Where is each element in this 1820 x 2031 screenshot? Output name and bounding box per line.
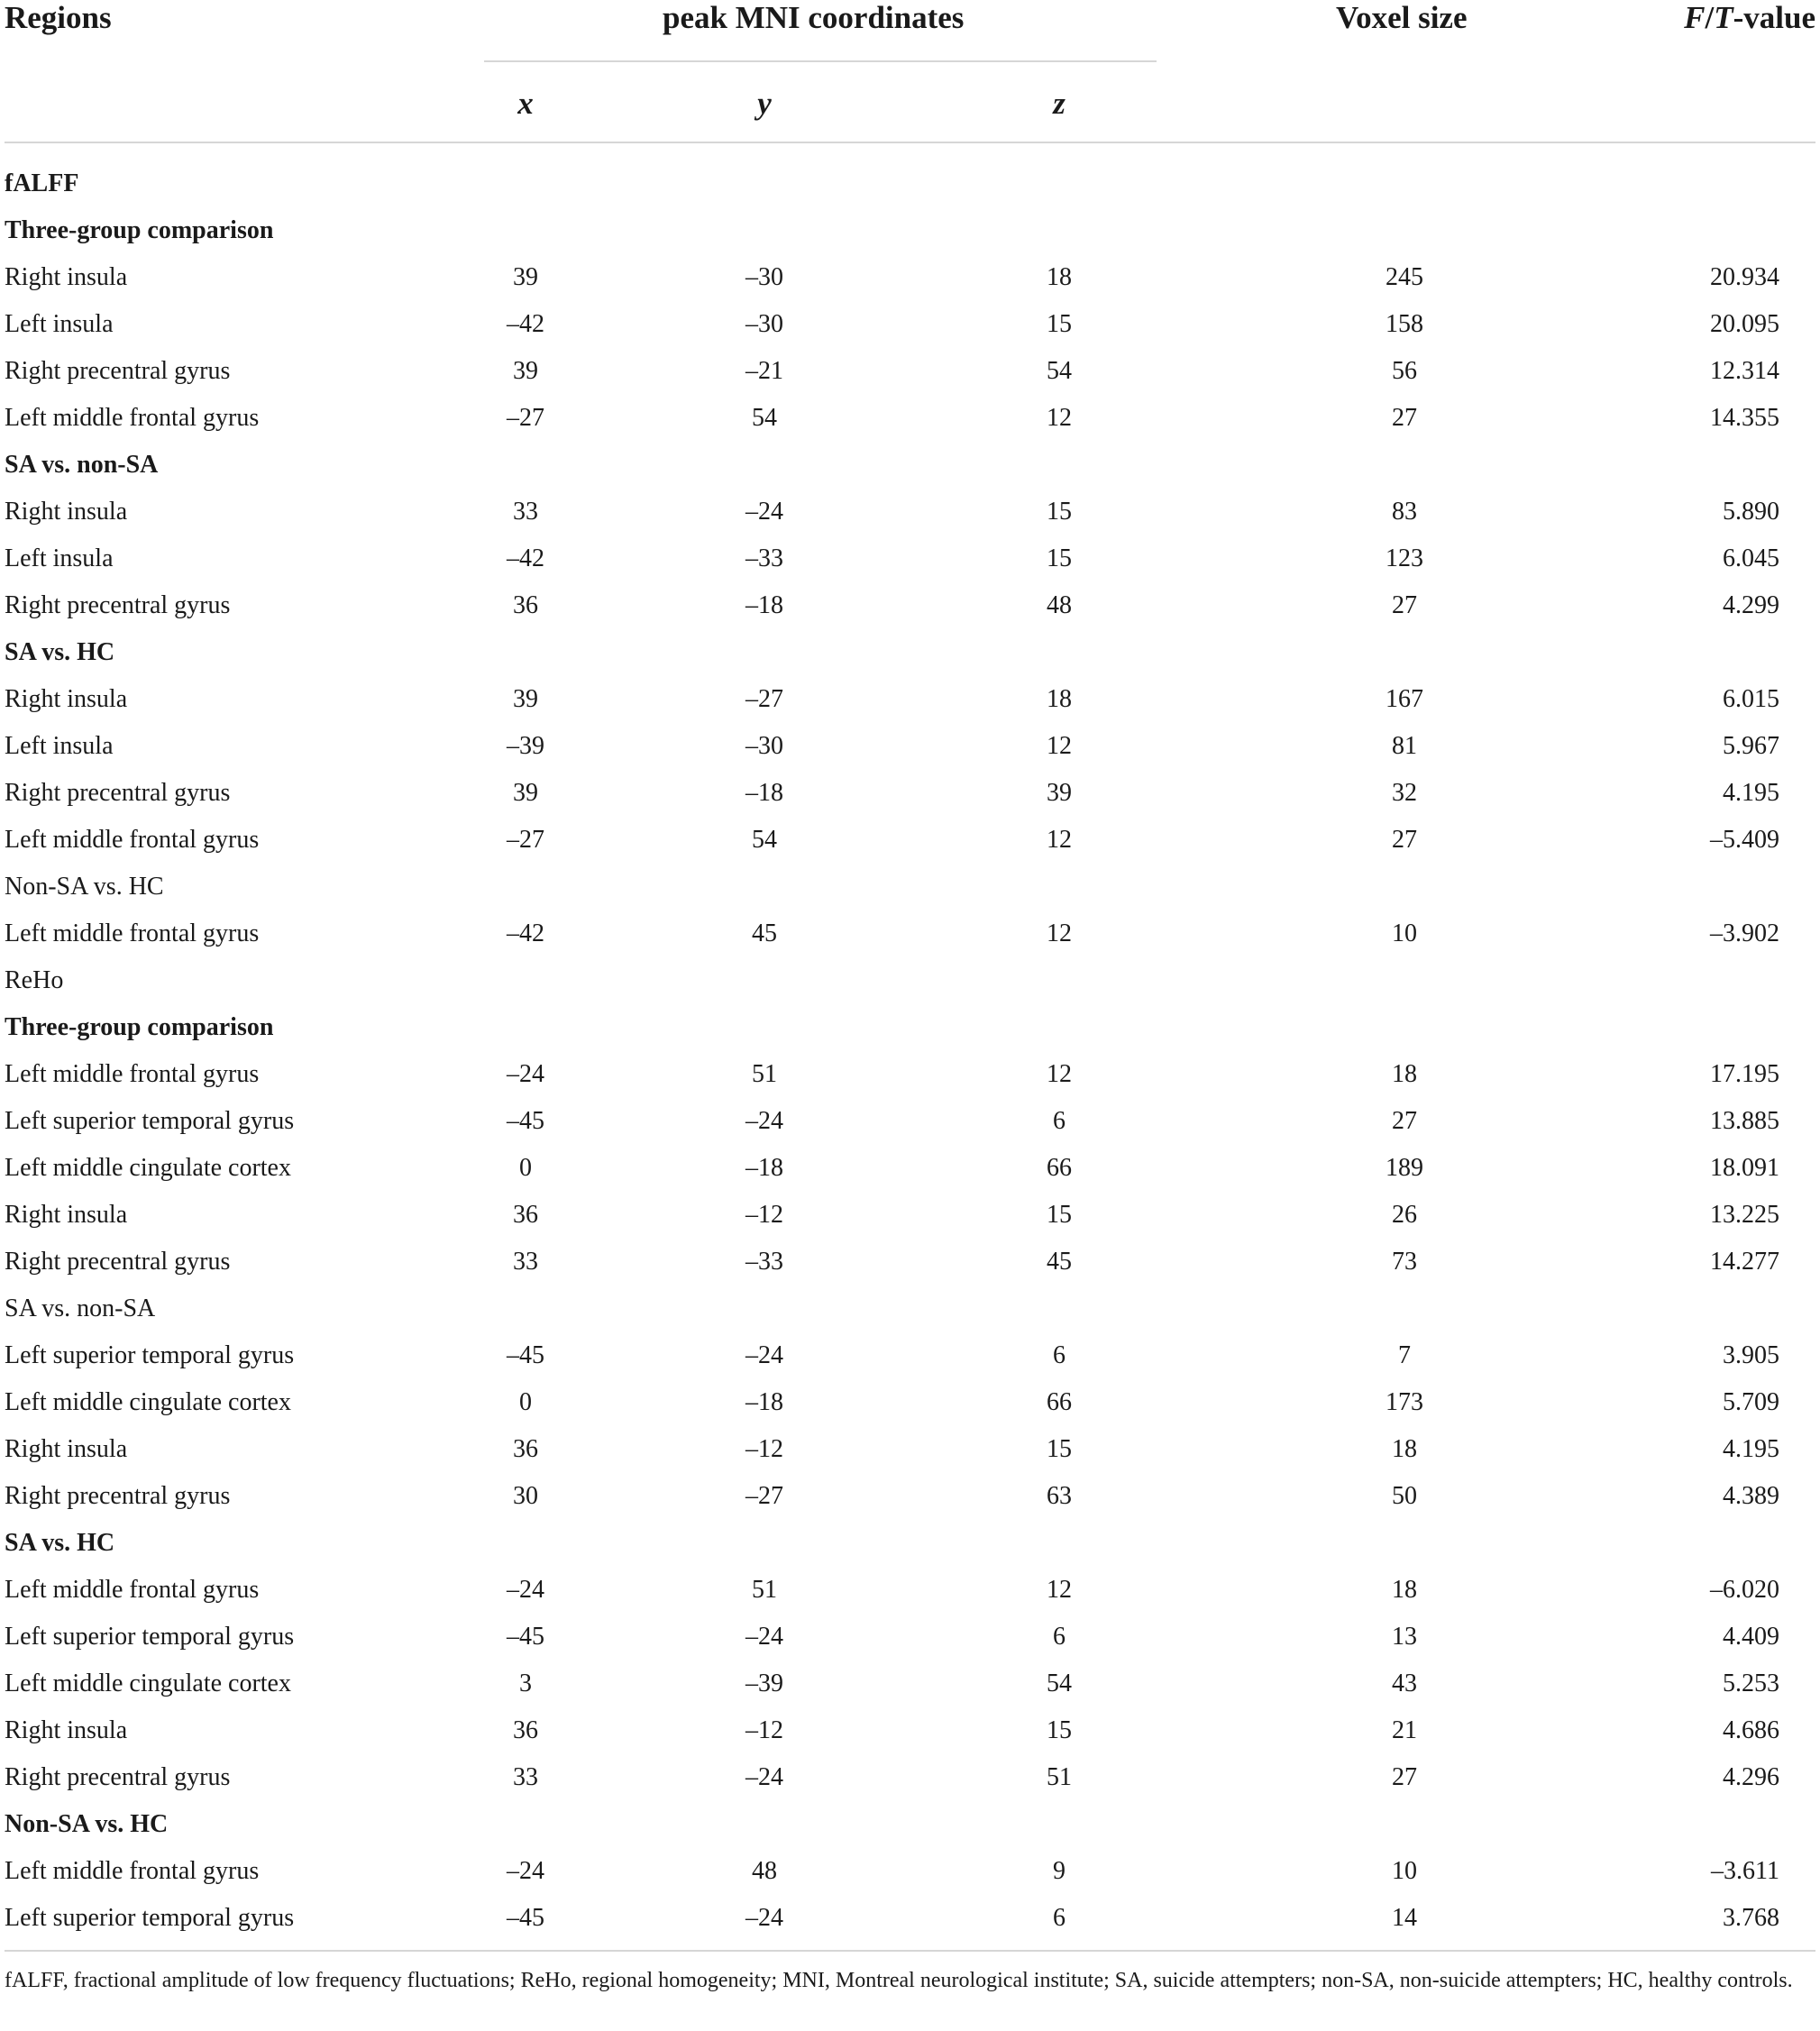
ft-value-cell: 14.277: [1710, 1248, 1779, 1276]
region-cell: Left middle frontal gyrus: [5, 404, 260, 432]
x-coordinate-cell: –42: [507, 919, 544, 947]
z-coordinate-cell: 39: [1047, 779, 1072, 807]
z-coordinate-cell: 15: [1047, 1201, 1072, 1229]
y-coordinate-cell: 48: [752, 1857, 777, 1885]
table-row: [0, 1192, 1820, 1239]
z-coordinate-cell: 66: [1047, 1388, 1072, 1416]
y-coordinate-cell: –12: [745, 1716, 783, 1744]
voxel-size-cell: 27: [1392, 591, 1417, 619]
table-row: [0, 1754, 1820, 1801]
ft-value-cell: 5.709: [1723, 1388, 1779, 1416]
region-cell: Right precentral gyrus: [5, 591, 231, 619]
y-coordinate-cell: –33: [745, 1248, 783, 1276]
z-coordinate-cell: 12: [1047, 826, 1072, 854]
x-coordinate-cell: –24: [507, 1060, 544, 1088]
voxel-size-cell: 81: [1392, 732, 1417, 760]
ft-value-cell: 4.296: [1723, 1763, 1779, 1791]
table-row: [0, 348, 1820, 395]
y-coordinate-cell: 54: [752, 404, 777, 432]
voxel-size-cell: 26: [1392, 1201, 1417, 1229]
x-coordinate-cell: 39: [513, 263, 538, 291]
ft-value-cell: 5.890: [1723, 498, 1779, 526]
voxel-size-cell: 10: [1392, 1857, 1417, 1885]
region-cell: Right precentral gyrus: [5, 357, 231, 385]
z-coordinate-cell: 15: [1047, 310, 1072, 338]
x-coordinate-cell: 30: [513, 1482, 538, 1510]
region-cell: Right precentral gyrus: [5, 1248, 231, 1276]
x-coordinate-cell: –27: [507, 404, 544, 432]
table-row: [0, 489, 1820, 535]
ft-value-cell: 13.225: [1710, 1201, 1779, 1229]
table-row: [0, 1660, 1820, 1707]
y-coordinate-cell: 51: [752, 1060, 777, 1088]
y-coordinate-cell: –24: [745, 1623, 783, 1651]
table-bottom-rule: [5, 1950, 1815, 1952]
table-row: [0, 1707, 1820, 1754]
x-coordinate-cell: –24: [507, 1857, 544, 1885]
ft-value-cell: 18.091: [1710, 1154, 1779, 1182]
section-label: Three-group comparison: [5, 216, 274, 244]
region-cell: Left middle frontal gyrus: [5, 1576, 260, 1604]
z-coordinate-cell: 15: [1047, 544, 1072, 572]
z-coordinate-cell: 18: [1047, 263, 1072, 291]
section-row: [0, 207, 1820, 254]
y-coordinate-cell: –24: [745, 498, 783, 526]
header-ft-f: F: [1684, 0, 1706, 35]
y-coordinate-cell: –27: [745, 1482, 783, 1510]
z-coordinate-cell: 12: [1047, 1060, 1072, 1088]
table-row: [0, 1473, 1820, 1520]
x-coordinate-cell: –42: [507, 310, 544, 338]
voxel-size-cell: 14: [1392, 1904, 1417, 1932]
section-label: Non-SA vs. HC: [5, 873, 164, 901]
voxel-size-cell: 18: [1392, 1576, 1417, 1604]
region-cell: Left middle frontal gyrus: [5, 1060, 260, 1088]
region-cell: Right insula: [5, 1716, 128, 1744]
region-cell: Right insula: [5, 263, 128, 291]
y-coordinate-cell: 54: [752, 826, 777, 854]
ft-value-cell: –6.020: [1710, 1576, 1779, 1604]
coords-header-rule: [484, 60, 1157, 62]
region-cell: Left insula: [5, 732, 114, 760]
section-row: [0, 442, 1820, 489]
voxel-size-cell: 27: [1392, 1763, 1417, 1791]
z-coordinate-cell: 66: [1047, 1154, 1072, 1182]
section-label: SA vs. HC: [5, 1529, 115, 1557]
x-coordinate-cell: –27: [507, 826, 544, 854]
voxel-size-cell: 21: [1392, 1716, 1417, 1744]
voxel-size-cell: 73: [1392, 1248, 1417, 1276]
y-coordinate-cell: –12: [745, 1435, 783, 1463]
ft-value-cell: 20.095: [1710, 310, 1779, 338]
y-coordinate-cell: –30: [745, 310, 783, 338]
x-coordinate-cell: 36: [513, 1201, 538, 1229]
ft-value-cell: 5.967: [1723, 732, 1779, 760]
header-voxel-size: Voxel size: [1336, 0, 1468, 35]
y-coordinate-cell: –39: [745, 1670, 783, 1697]
x-coordinate-cell: 33: [513, 1763, 538, 1791]
y-coordinate-cell: –12: [745, 1201, 783, 1229]
z-coordinate-cell: 54: [1047, 357, 1072, 385]
table-row: [0, 1426, 1820, 1473]
table-row: [0, 723, 1820, 770]
voxel-size-cell: 167: [1386, 685, 1423, 713]
z-coordinate-cell: 63: [1047, 1482, 1072, 1510]
y-coordinate-cell: –24: [745, 1341, 783, 1369]
y-coordinate-cell: –24: [745, 1107, 783, 1135]
section-row: [0, 1004, 1820, 1051]
z-coordinate-cell: 54: [1047, 1670, 1072, 1697]
ft-value-cell: 3.768: [1723, 1904, 1779, 1932]
region-cell: Left middle cingulate cortex: [5, 1670, 291, 1697]
x-coordinate-cell: 0: [519, 1388, 532, 1416]
z-coordinate-cell: 51: [1047, 1763, 1072, 1791]
voxel-size-cell: 245: [1386, 263, 1423, 291]
table-row: [0, 676, 1820, 723]
section-label: SA vs. HC: [5, 638, 115, 666]
region-cell: Right precentral gyrus: [5, 1482, 231, 1510]
table-row: [0, 1379, 1820, 1426]
ft-value-cell: 6.015: [1723, 685, 1779, 713]
x-coordinate-cell: –45: [507, 1107, 544, 1135]
voxel-size-cell: 50: [1392, 1482, 1417, 1510]
x-coordinate-cell: 33: [513, 1248, 538, 1276]
voxel-size-cell: 158: [1386, 310, 1423, 338]
voxel-size-cell: 18: [1392, 1060, 1417, 1088]
voxel-size-cell: 13: [1392, 1623, 1417, 1651]
ft-value-cell: 3.905: [1723, 1341, 1779, 1369]
x-coordinate-cell: 36: [513, 591, 538, 619]
section-label: fALFF: [5, 169, 79, 197]
ft-value-cell: 4.409: [1723, 1623, 1779, 1651]
z-coordinate-cell: 45: [1047, 1248, 1072, 1276]
x-coordinate-cell: –42: [507, 544, 544, 572]
region-cell: Left middle frontal gyrus: [5, 826, 260, 854]
table-row: [0, 1051, 1820, 1098]
region-cell: Left insula: [5, 544, 114, 572]
z-coordinate-cell: 48: [1047, 591, 1072, 619]
ft-value-cell: 6.045: [1723, 544, 1779, 572]
z-coordinate-cell: 15: [1047, 498, 1072, 526]
y-coordinate-cell: –18: [745, 779, 783, 807]
voxel-size-cell: 7: [1398, 1341, 1411, 1369]
voxel-size-cell: 43: [1392, 1670, 1417, 1697]
ft-value-cell: 4.195: [1723, 1435, 1779, 1463]
ft-value-cell: 4.195: [1723, 779, 1779, 807]
header-bottom-rule: [5, 142, 1815, 143]
table-row: [0, 535, 1820, 582]
z-coordinate-cell: 12: [1047, 732, 1072, 760]
voxel-size-cell: 56: [1392, 357, 1417, 385]
ft-value-cell: 4.389: [1723, 1482, 1779, 1510]
x-coordinate-cell: –39: [507, 732, 544, 760]
section-label: SA vs. non-SA: [5, 451, 159, 479]
section-row: [0, 957, 1820, 1004]
voxel-size-cell: 173: [1386, 1388, 1423, 1416]
region-cell: Left middle frontal gyrus: [5, 1857, 260, 1885]
header-ft-slash: /: [1705, 0, 1715, 35]
voxel-size-cell: 123: [1386, 544, 1423, 572]
x-coordinate-cell: 39: [513, 685, 538, 713]
y-coordinate-cell: –18: [745, 1154, 783, 1182]
voxel-size-cell: 18: [1392, 1435, 1417, 1463]
region-cell: Right insula: [5, 685, 128, 713]
region-cell: Right insula: [5, 1435, 128, 1463]
x-coordinate-cell: 0: [519, 1154, 532, 1182]
voxel-size-cell: 27: [1392, 1107, 1417, 1135]
z-coordinate-cell: 12: [1047, 404, 1072, 432]
voxel-size-cell: 27: [1392, 826, 1417, 854]
z-coordinate-cell: 15: [1047, 1716, 1072, 1744]
x-coordinate-cell: 36: [513, 1435, 538, 1463]
table-row: [0, 1145, 1820, 1192]
ft-value-cell: 4.686: [1723, 1716, 1779, 1744]
header-y: y: [757, 86, 772, 121]
z-coordinate-cell: 12: [1047, 919, 1072, 947]
voxel-size-cell: 10: [1392, 919, 1417, 947]
ft-value-cell: 13.885: [1710, 1107, 1779, 1135]
table-row: [0, 301, 1820, 348]
section-row: [0, 1285, 1820, 1332]
ft-value-cell: 12.314: [1710, 357, 1779, 385]
table-row: [0, 1332, 1820, 1379]
section-row: [0, 1801, 1820, 1848]
y-coordinate-cell: –18: [745, 591, 783, 619]
region-cell: Left superior temporal gyrus: [5, 1107, 295, 1135]
z-coordinate-cell: 15: [1047, 1435, 1072, 1463]
table-footnote: fALFF, fractional amplitude of low frequency fluctuations; ReHo, regional homogeneity; MNI, Montreal neurological institute; SA, suicide attempters; non-SA, non-suicide attempters; HC, healthy controls.: [5, 1969, 1793, 1992]
table-row: [0, 1614, 1820, 1660]
ft-value-cell: 5.253: [1723, 1670, 1779, 1697]
header-ft-t: T: [1714, 0, 1733, 35]
y-coordinate-cell: –33: [745, 544, 783, 572]
y-coordinate-cell: 51: [752, 1576, 777, 1604]
section-label: Three-group comparison: [5, 1013, 274, 1041]
table-row: [0, 817, 1820, 864]
z-coordinate-cell: 6: [1053, 1341, 1065, 1369]
ft-value-cell: 17.195: [1710, 1060, 1779, 1088]
section-row: [0, 160, 1820, 207]
section-row: [0, 1520, 1820, 1567]
section-label: Non-SA vs. HC: [5, 1810, 169, 1838]
ft-value-cell: 20.934: [1710, 263, 1779, 291]
x-coordinate-cell: 33: [513, 498, 538, 526]
section-label: ReHo: [5, 966, 64, 994]
table-row: [0, 1567, 1820, 1614]
x-coordinate-cell: –45: [507, 1904, 544, 1932]
section-row: [0, 629, 1820, 676]
x-coordinate-cell: 39: [513, 357, 538, 385]
header-peak-mni-coordinates: peak MNI coordinates: [663, 0, 965, 35]
voxel-size-cell: 189: [1386, 1154, 1423, 1182]
ft-value-cell: –3.902: [1710, 919, 1779, 947]
region-cell: Left middle frontal gyrus: [5, 919, 260, 947]
region-cell: Right precentral gyrus: [5, 1763, 231, 1791]
region-cell: Left superior temporal gyrus: [5, 1341, 295, 1369]
x-coordinate-cell: –45: [507, 1623, 544, 1651]
table-row: [0, 770, 1820, 817]
table-row: [0, 1098, 1820, 1145]
y-coordinate-cell: –18: [745, 1388, 783, 1416]
table-row: [0, 582, 1820, 629]
x-coordinate-cell: –45: [507, 1341, 544, 1369]
y-coordinate-cell: –24: [745, 1763, 783, 1791]
z-coordinate-cell: 6: [1053, 1904, 1065, 1932]
y-coordinate-cell: –27: [745, 685, 783, 713]
region-cell: Left superior temporal gyrus: [5, 1623, 295, 1651]
region-cell: Left middle cingulate cortex: [5, 1154, 291, 1182]
x-coordinate-cell: –24: [507, 1576, 544, 1604]
table-row: [0, 1848, 1820, 1895]
section-row: [0, 864, 1820, 910]
x-coordinate-cell: 36: [513, 1716, 538, 1744]
table-row: [0, 910, 1820, 957]
y-coordinate-cell: 45: [752, 919, 777, 947]
region-cell: Right precentral gyrus: [5, 779, 231, 807]
ft-value-cell: –3.611: [1711, 1857, 1779, 1885]
x-coordinate-cell: 39: [513, 779, 538, 807]
ft-value-cell: 14.355: [1710, 404, 1779, 432]
ft-value-cell: 4.299: [1723, 591, 1779, 619]
region-cell: Right insula: [5, 1201, 128, 1229]
region-cell: Left insula: [5, 310, 114, 338]
region-cell: Right insula: [5, 498, 128, 526]
header-ft-suffix: -value: [1733, 0, 1815, 35]
ft-value-cell: –5.409: [1710, 826, 1779, 854]
z-coordinate-cell: 12: [1047, 1576, 1072, 1604]
table-row: [0, 1895, 1820, 1942]
voxel-size-cell: 27: [1392, 404, 1417, 432]
y-coordinate-cell: –30: [745, 263, 783, 291]
header-regions: Regions: [5, 0, 112, 35]
header-x: x: [517, 86, 534, 121]
table-row: [0, 1239, 1820, 1285]
voxel-size-cell: 83: [1392, 498, 1417, 526]
table-row: [0, 395, 1820, 442]
x-coordinate-cell: 3: [519, 1670, 532, 1697]
z-coordinate-cell: 18: [1047, 685, 1072, 713]
section-label: SA vs. non-SA: [5, 1295, 156, 1322]
header-z: z: [1053, 86, 1065, 121]
y-coordinate-cell: –30: [745, 732, 783, 760]
region-cell: Left middle cingulate cortex: [5, 1388, 291, 1416]
voxel-size-cell: 32: [1392, 779, 1417, 807]
header-ft-value: [1684, 0, 1815, 36]
region-cell: Left superior temporal gyrus: [5, 1904, 295, 1932]
z-coordinate-cell: 9: [1053, 1857, 1065, 1885]
table-row: [0, 254, 1820, 301]
y-coordinate-cell: –24: [745, 1904, 783, 1932]
z-coordinate-cell: 6: [1053, 1107, 1065, 1135]
z-coordinate-cell: 6: [1053, 1623, 1065, 1651]
y-coordinate-cell: –21: [745, 357, 783, 385]
